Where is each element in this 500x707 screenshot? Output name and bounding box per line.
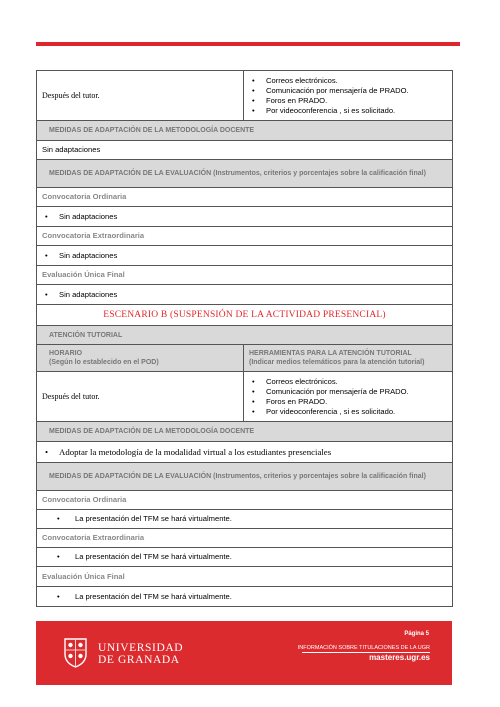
tutorial-tools-cell-b (244, 372, 453, 422)
tutor-schedule-cell: Después del tutor. (37, 71, 244, 121)
extraordinaria-text: • Sin adaptaciones (42, 251, 447, 261)
extraordinaria-label: Convocatoria Extraordinaria (37, 227, 453, 246)
tutorial-tools-list (249, 76, 447, 116)
extraordinaria-label-b: Convocatoria Extraordinaria (37, 529, 453, 548)
evaluation-header-b: MEDIDAS DE ADAPTACIÓN DE LA EVALUACIÓN (Instrumentos, criterios y porcentajes sobre la calificación final) (37, 463, 453, 491)
tutorial-tools-list-b (249, 377, 447, 417)
method-text-b: • Adoptar la metodología de la modalidad virtual a los estudiantes presenciales (42, 447, 447, 457)
tools-note: (Indicar medios telemáticos para la atención tutorial) (249, 359, 425, 366)
tool-item: • Comunicación por mensajería de PRADO. (249, 86, 447, 96)
tools-header (244, 345, 453, 372)
tutor-schedule-cell-b: Después del tutor. (37, 372, 244, 422)
footer-info-line: INFORMACIÓN SOBRE TITULACIONES DE LA UGR (297, 645, 430, 651)
method-cell-b (37, 442, 453, 463)
ordinaria-text-b: • La presentación del TFM se hará virtualmente. (42, 514, 447, 524)
ordinaria-label-b: Convocatoria Ordinaria (37, 491, 453, 510)
tutorial-row (37, 71, 453, 121)
horario-note: (Según lo establecido en el POD) (49, 359, 159, 366)
tool-item: • Foros en PRADO. (249, 397, 447, 407)
tutorial-row-b (37, 372, 453, 422)
method-text: Sin adaptaciones (37, 141, 453, 160)
unica-label-b: Evaluación Única Final (37, 567, 453, 587)
university-seal-icon (62, 636, 89, 668)
ordinaria-cell (37, 207, 453, 227)
tool-item: • Por videoconferencia , si es solicitado. (249, 407, 447, 417)
university-name-line2: DE GRANADA (98, 654, 180, 666)
header-accent-bar (36, 42, 460, 46)
tool-item: • Foros en PRADO. (249, 96, 447, 106)
unica-text: • Sin adaptaciones (42, 290, 447, 300)
tool-item: • Por videoconferencia , si es solicitado. (249, 106, 447, 116)
horario-label: HORARIO (49, 350, 83, 357)
horario-header (37, 345, 244, 372)
adaptation-table (36, 70, 453, 607)
ordinaria-text: • Sin adaptaciones (42, 212, 447, 222)
method-header: MEDIDAS DE ADAPTACIÓN DE LA METODOLOGÍA DOCENTE (37, 121, 453, 141)
extraordinaria-cell-b (37, 548, 453, 567)
ordinaria-label: Convocatoria Ordinaria (37, 188, 453, 207)
page-number: Página 5 (404, 631, 429, 637)
tools-label: HERRAMIENTAS PARA LA ATENCIÓN TUTORIAL (249, 350, 412, 357)
method-header-b: MEDIDAS DE ADAPTACIÓN DE LA METODOLOGÍA DOCENTE (37, 422, 453, 442)
university-name-line1: UNIVERSIDAD (98, 642, 184, 654)
scenario-b-title: ESCENARIO B (SUSPENSIÓN DE LA ACTIVIDAD PRESENCIAL) (37, 305, 453, 326)
guide-content (36, 70, 452, 607)
evaluation-header: MEDIDAS DE ADAPTACIÓN DE LA EVALUACIÓN (Instrumentos, criterios y porcentajes sobre la calificación final) (37, 160, 453, 188)
unica-label: Evaluación Única Final (37, 266, 453, 285)
footer-site-link[interactable]: masteres.ugr.es (369, 653, 430, 662)
unica-cell (37, 285, 453, 305)
tool-item: • Correos electrónicos. (249, 76, 447, 86)
extraordinaria-cell (37, 246, 453, 266)
tutorial-header: ATENCIÓN TUTORIAL (37, 326, 453, 345)
extraordinaria-text-b: • La presentación del TFM se hará virtualmente. (42, 552, 447, 562)
page-footer (36, 621, 452, 685)
tutorial-tools-cell (244, 71, 453, 121)
unica-text-b: • La presentación del TFM se hará virtualmente. (42, 592, 447, 602)
ordinaria-cell-b (37, 510, 453, 529)
unica-cell-b (37, 587, 453, 607)
tool-item: • Comunicación por mensajería de PRADO. (249, 387, 447, 397)
tool-item: • Correos electrónicos. (249, 377, 447, 387)
